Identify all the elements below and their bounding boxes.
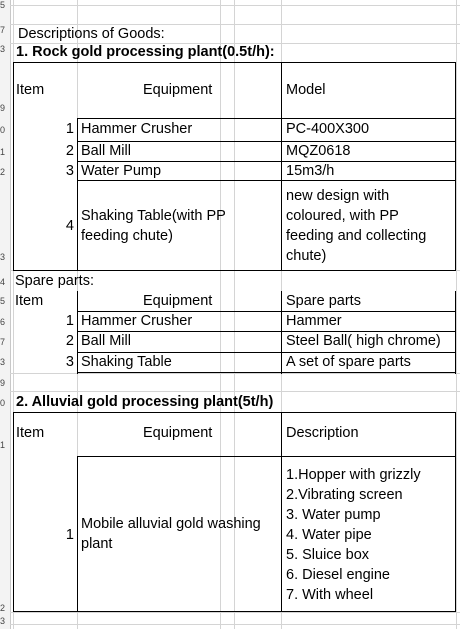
row-number[interactable]: 7: [0, 25, 6, 35]
table-row-model-line[interactable]: new design with: [286, 188, 390, 204]
row-number[interactable]: 3: [0, 252, 6, 262]
row-number[interactable]: 9: [0, 378, 6, 388]
row-number[interactable]: 1: [0, 147, 6, 157]
table-row-description-line[interactable]: 3. Water pump: [286, 507, 381, 523]
table-row-no[interactable]: 1: [65, 527, 74, 543]
row-number[interactable]: 7: [0, 337, 6, 347]
table-row-equipment[interactable]: Ball Mill: [81, 333, 131, 349]
table-row-equipment-line[interactable]: Mobile alluvial gold washing: [81, 516, 261, 532]
row-number[interactable]: 0: [0, 125, 6, 135]
table-row-model-line[interactable]: chute): [286, 248, 327, 264]
section2-header-description[interactable]: Description: [286, 425, 359, 441]
table-row-model-line[interactable]: feeding and collecting: [286, 228, 427, 244]
spare-parts-header-item[interactable]: Item: [15, 293, 44, 309]
table-row-no[interactable]: 1: [65, 121, 74, 137]
section1-header-model[interactable]: Model: [286, 82, 326, 98]
row-number[interactable]: 5: [0, 296, 6, 306]
section1-header-item[interactable]: Item: [16, 82, 45, 98]
spare-parts-header-equipment[interactable]: Equipment: [143, 293, 213, 309]
section2-header-equipment[interactable]: Equipment: [143, 425, 213, 441]
row-number[interactable]: 9: [0, 103, 6, 113]
row-number[interactable]: 2: [0, 167, 6, 177]
row-number[interactable]: 0: [0, 398, 6, 408]
descriptions-title[interactable]: Descriptions of Goods:: [18, 26, 165, 42]
table-row-part[interactable]: A set of spare parts: [286, 354, 411, 370]
table-row-part[interactable]: Steel Ball( high chrome): [286, 333, 441, 349]
table-row-equipment[interactable]: Ball Mill: [81, 143, 131, 159]
table-row-equipment[interactable]: Water Pump: [81, 163, 162, 179]
row-number[interactable]: 1: [0, 440, 6, 450]
table-row-equipment[interactable]: Hammer Crusher: [81, 121, 193, 137]
section2-header-item[interactable]: Item: [16, 425, 45, 441]
table-row-no[interactable]: 2: [65, 143, 74, 159]
table-row-description-line[interactable]: 1.Hopper with grizzly: [286, 467, 421, 483]
table-row-equipment-line[interactable]: Shaking Table(with PP: [81, 208, 226, 224]
row-number[interactable]: 3: [0, 357, 6, 367]
table-row-model-line[interactable]: coloured, with PP: [286, 208, 399, 224]
row-number[interactable]: 4: [0, 277, 6, 287]
table-row-no[interactable]: 2: [65, 333, 74, 349]
table-row-model[interactable]: PC-400X300: [286, 121, 370, 137]
table-row-equipment-line[interactable]: plant: [81, 536, 113, 552]
spare-parts-title[interactable]: Spare parts:: [15, 273, 94, 289]
section1-title[interactable]: 1. Rock gold processing plant(0.5t/h):: [16, 44, 275, 60]
table-row-model[interactable]: MQZ0618: [286, 143, 351, 159]
table-row-description-line[interactable]: 7. With wheel: [286, 587, 374, 603]
table-row-description-line[interactable]: 6. Diesel engine: [286, 567, 390, 583]
table-row-no[interactable]: 1: [65, 313, 74, 329]
row-number[interactable]: 6: [0, 317, 6, 327]
table-row-description-line[interactable]: 2.Vibrating screen: [286, 487, 403, 503]
table-row-no[interactable]: 3: [65, 354, 74, 370]
row-number[interactable]: 5: [0, 0, 6, 10]
table-row-equipment[interactable]: Shaking Table: [81, 354, 172, 370]
table-row-equipment-line[interactable]: feeding chute): [81, 228, 173, 244]
table-row-equipment[interactable]: Hammer Crusher: [81, 313, 193, 329]
table-row-description-line[interactable]: 5. Sluice box: [286, 547, 370, 563]
section1-header-equipment[interactable]: Equipment: [143, 82, 213, 98]
section2-title[interactable]: 2. Alluvial gold processing plant(5t/h): [16, 394, 274, 410]
table-row-part[interactable]: Hammer: [286, 313, 342, 329]
row-number[interactable]: 3: [0, 616, 6, 626]
row-header-column: [0, 0, 11, 629]
row-number[interactable]: 2: [0, 603, 6, 613]
table-row-no[interactable]: 4: [65, 218, 74, 234]
table-row-model[interactable]: 15m3/h: [286, 163, 335, 179]
table-row-description-line[interactable]: 4. Water pipe: [286, 527, 372, 543]
spare-parts-header-parts[interactable]: Spare parts: [286, 293, 361, 309]
row-number[interactable]: 3: [0, 44, 6, 54]
table-row-no[interactable]: 3: [65, 163, 74, 179]
